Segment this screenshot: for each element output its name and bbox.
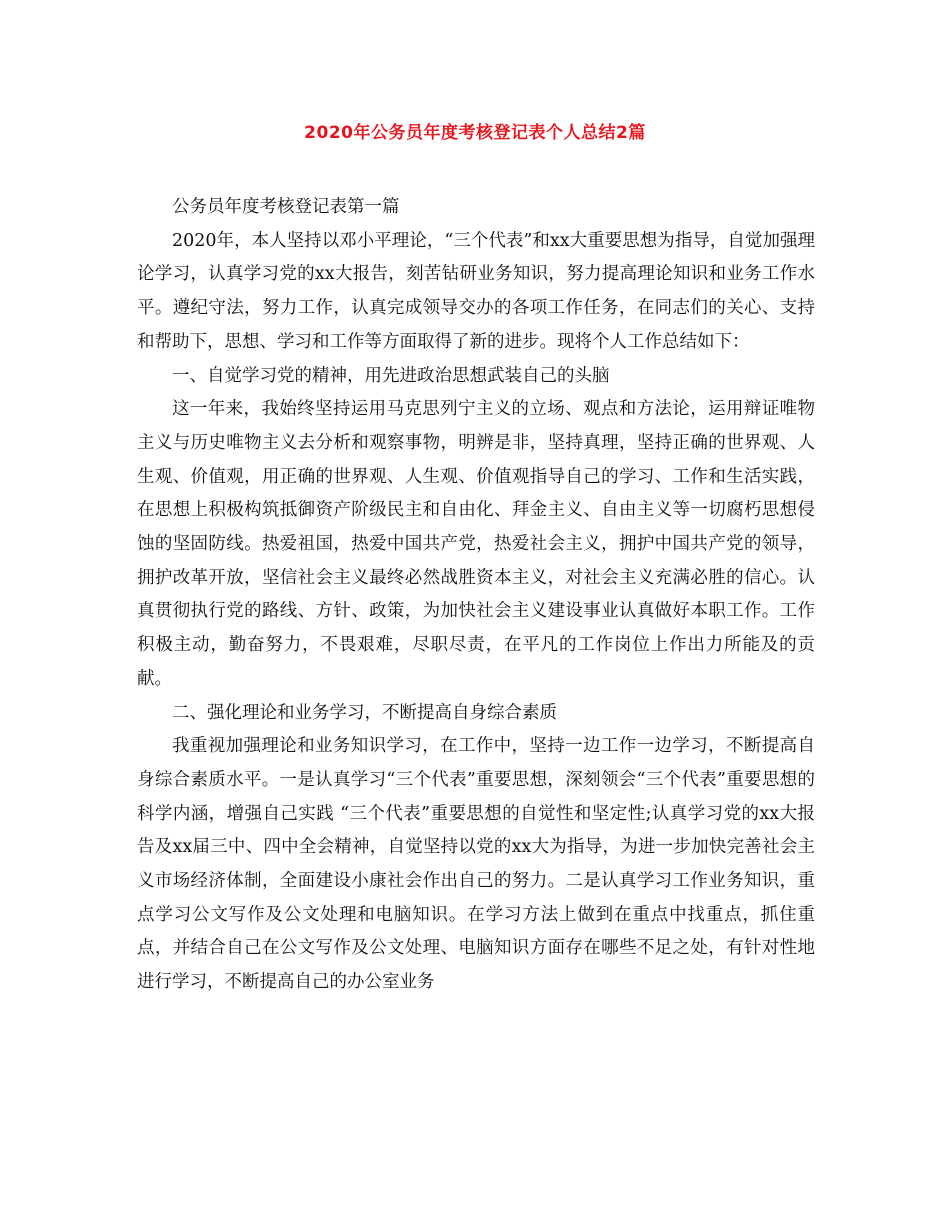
body-paragraph: 2020年，本人坚持以邓小平理论，“三个代表”和xx大重要思想为指导，自觉加强理论学习，认真学习党的xx大报告，刻苦钻研业务知识，努力提高理论知识和业务工作水平。遵纪守法，努力工作，认真完成领导交办的各项工作任务，在同志们的关心、支持和帮助下，思想、学习和工作等方面取得了新的进步。现将个人工作总结如下： <box>137 230 815 352</box>
section-heading-one: 一、自觉学习党的精神，用先进政治思想武装自己的头脑 <box>172 365 610 386</box>
body-paragraph: 我重视加强理论和业务知识学习，在工作中，坚持一边工作一边学习，不断提高自身综合素质水平。一是认真学习“三个代表”重要思想，深刻领会“三个代表”重要思想的科学内涵，增强自己实践 “三个代表”重要思想的自觉性和坚定性;认真学习党的xx大报告及xx届三中、四中全会精神，自觉坚持以党的xx大为指导，为进一步加快完善社会主义市场经济体制，全面建设小康社会作出自己的努力。二是认真学习工作业务知识，重点学习公文写作及公文处理和电脑知识。在学习方法上做到在重点中找重点，抓住重点，并结合自己在公文写作及公文处理、电脑知识方面存在哪些不足之处，有针对性地进行学习，不断提高自己的办公室业务 <box>137 736 815 993</box>
section-heading-two: 二、强化理论和业务学习，不断提高自身综合素质 <box>172 702 557 723</box>
body-paragraph: 这一年来，我始终坚持运用马克思列宁主义的立场、观点和方法论，运用辩证唯物主义与历史唯物主义去分析和观察事物，明辨是非，坚持真理，坚持正确的世界观、人生观、价值观，用正确的世界观、人生观、价值观指导自己的学习、工作和生活实践，在思想上积极构筑抵御资产阶级民主和自由化、拜金主义、自由主义等一切腐朽思想侵蚀的坚固防线。热爱祖国，热爱中国共产党，热爱社会主义，拥护中国共产党的领导，拥护改革开放，坚信社会主义最终必然战胜资本主义，对社会主义充满必胜的信心。认真贯彻执行党的路线、方针、政策，为加快社会主义建设事业认真做好本职工作。工作积极主动，勤奋努力，不畏艰难，尽职尽责，在平凡的工作岗位上作出力所能及的贡献。 <box>137 399 815 689</box>
section-heading-first: 公务员年度考核登记表第一篇 <box>172 197 400 217</box>
document-body <box>137 191 815 1000</box>
document-title: 2020年公务员年度考核登记表个人总结2篇 <box>304 123 646 143</box>
